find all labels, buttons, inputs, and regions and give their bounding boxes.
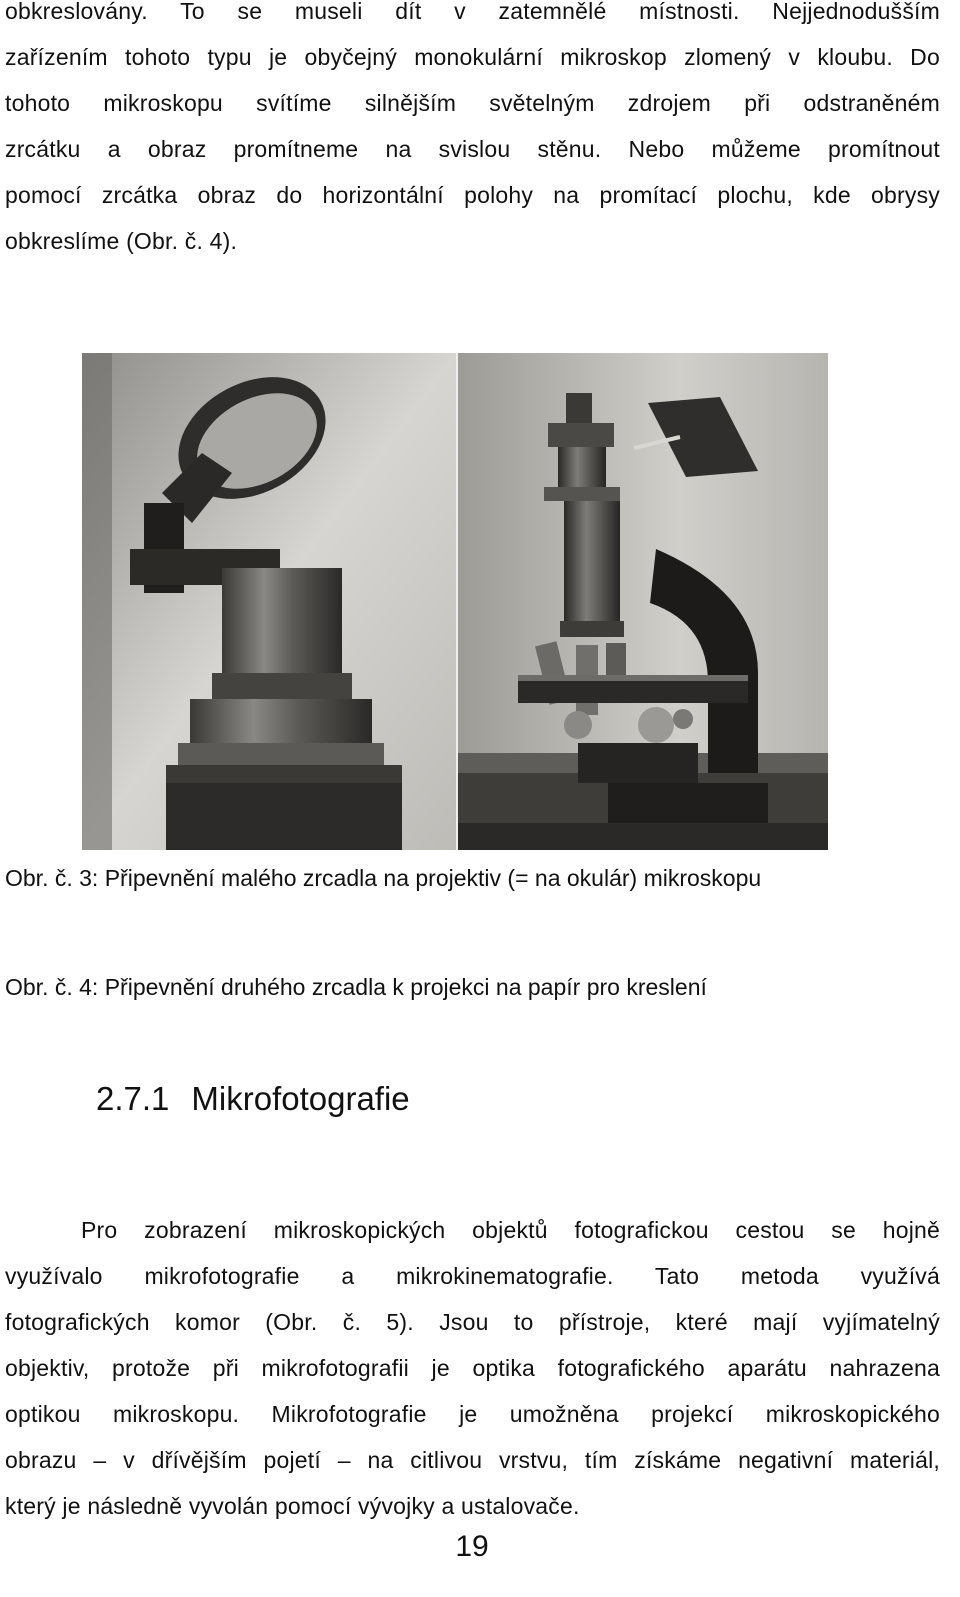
section-number: 2.7.1: [96, 1080, 170, 1117]
paragraph-line: obrazu – v dřívějším pojetí – na citlivou vrstvu, tím získáme negativní materiál,: [5, 1447, 940, 1473]
paragraph-line: obkreslovány. To se museli dít v zatemnělé místnosti. Nejjednodušším: [5, 0, 940, 24]
paragraph-line: využívalo mikrofotografie a mikrokinematografie. Tato metoda využívá: [5, 1263, 940, 1289]
intro-paragraph: [5, 0, 940, 264]
paragraph-line: pomocí zrcátka obraz do horizontální polohy na promítací plochu, kde obrysy: [5, 182, 940, 208]
paragraph-line: fotografických komor (Obr. č. 5). Jsou to přístroje, které mají vyjímatelný: [5, 1309, 940, 1335]
body-paragraph: [5, 1207, 940, 1529]
paragraph-line: který je následně vyvolán pomocí vývojky a ustalovače.: [5, 1493, 580, 1519]
paragraph-line: zrcátku a obraz promítneme na svislou stěnu. Nebo můžeme promítnout: [5, 136, 940, 162]
section-heading: [96, 1080, 410, 1118]
photo-microscope: [458, 353, 828, 850]
figure-3-caption: Obr. č. 3: Připevnění malého zrcadla na projektiv (= na okulár) mikroskopu: [5, 865, 762, 891]
paragraph-line: obkreslíme (Obr. č. 4).: [5, 228, 238, 254]
section-title: Mikrofotografie: [191, 1080, 410, 1117]
page-number: 19: [455, 1530, 489, 1563]
paragraph-line: zařízením tohoto typu je obyčejný monokulární mikroskop zlomený v kloubu. Do: [5, 44, 940, 70]
paragraph-line: Pro zobrazení mikroskopických objektů fotografickou cestou se hojně: [81, 1217, 940, 1243]
paragraph-line: tohoto mikroskopu svítíme silnějším světelným zdrojem při odstraněném: [5, 90, 940, 116]
paragraph-line: optikou mikroskopu. Mikrofotografie je umožněna projekcí mikroskopického: [5, 1401, 940, 1427]
figure-photos: [82, 353, 828, 850]
photo-projector-mirror-image: [82, 353, 456, 850]
photo-microscope-image: [458, 353, 828, 850]
figure-4-caption: Obr. č. 4: Připevnění druhého zrcadla k projekci na papír pro kreslení: [5, 974, 707, 1000]
photo-projector-mirror: [82, 353, 456, 850]
paragraph-line: objektiv, protože při mikrofotografii je optika fotografického aparátu nahrazena: [5, 1355, 940, 1381]
